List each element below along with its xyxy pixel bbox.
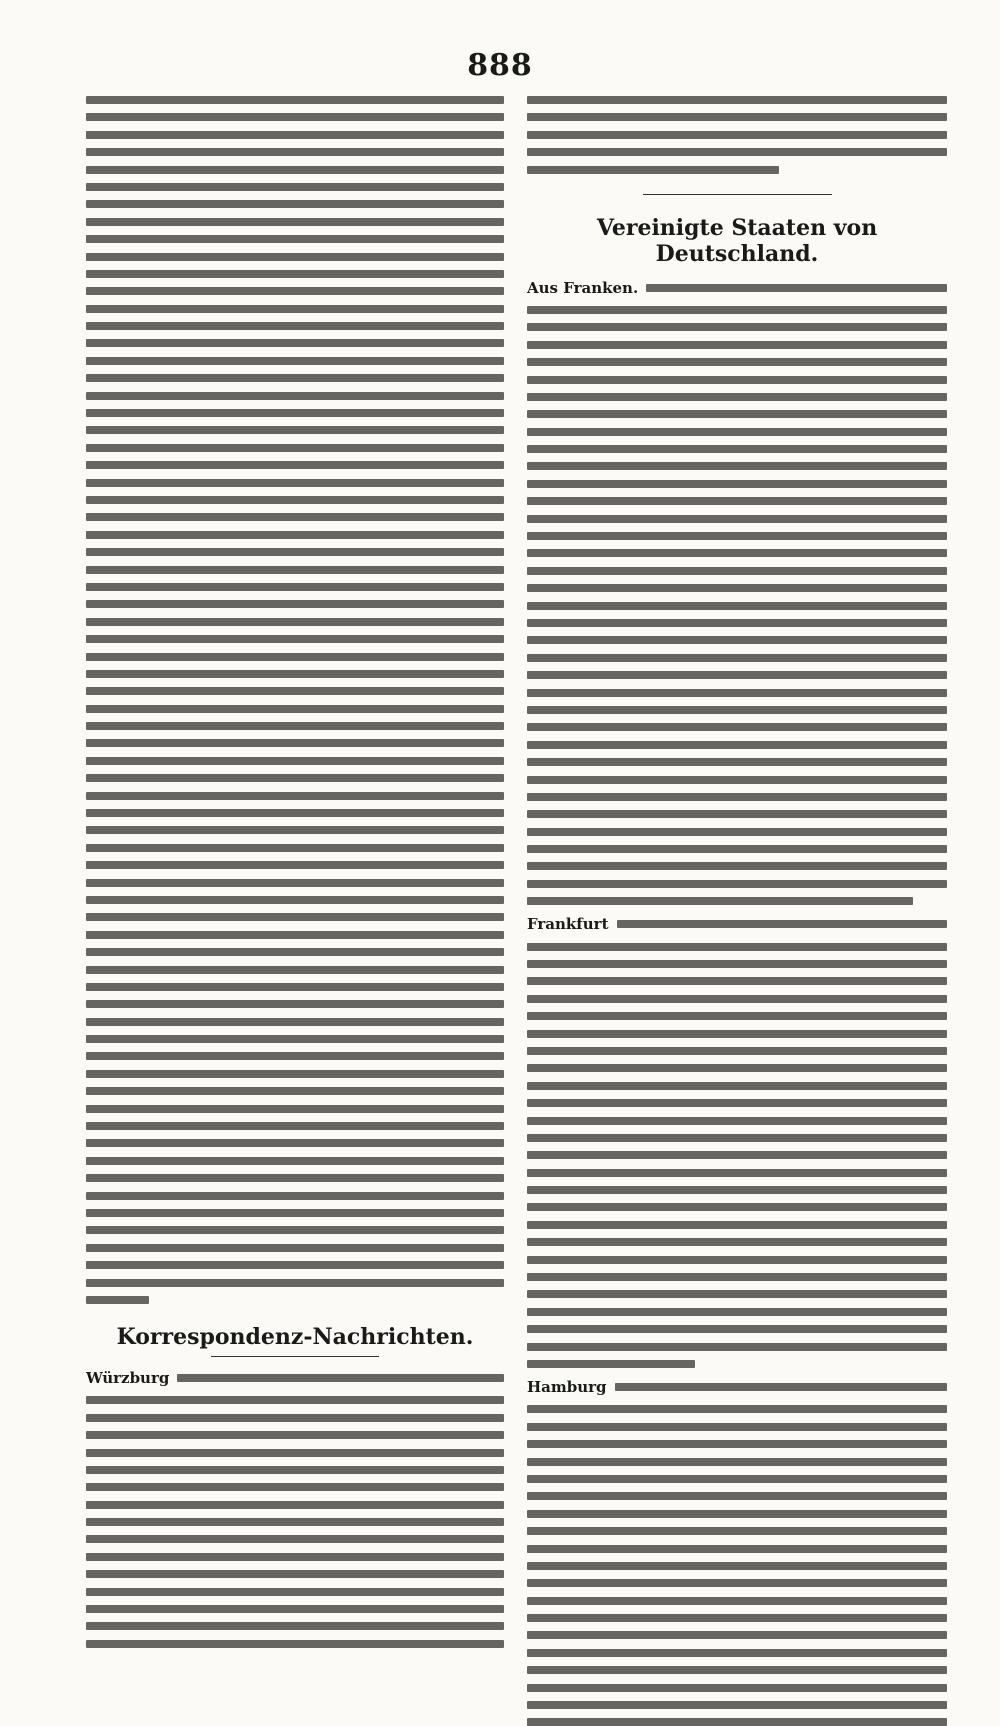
article-wuerzburg [86, 1369, 504, 1648]
article-dateline: Würzburg [86, 1368, 170, 1387]
article-dateline: Aus Franken. [527, 278, 639, 297]
article-frankfurt [527, 915, 947, 1368]
section-heading-united-states: Vereinigte Staaten von Deutschland. [596, 214, 878, 267]
page-number: 888 [467, 48, 533, 83]
continued-article [86, 96, 504, 1304]
article-aus-franken [527, 279, 947, 906]
article-dateline: Hamburg [527, 1378, 607, 1396]
article-hamburg [527, 1378, 947, 1726]
left-column [86, 96, 504, 1648]
section-heading-correspondence: Korrespondenz-Nachrichten. [116, 1323, 474, 1350]
article-text-lines [527, 96, 947, 174]
right-column [527, 96, 947, 1726]
article-dateline: Frankfurt [527, 915, 609, 934]
article-text-lines [86, 96, 504, 1304]
continued-article [527, 96, 947, 174]
